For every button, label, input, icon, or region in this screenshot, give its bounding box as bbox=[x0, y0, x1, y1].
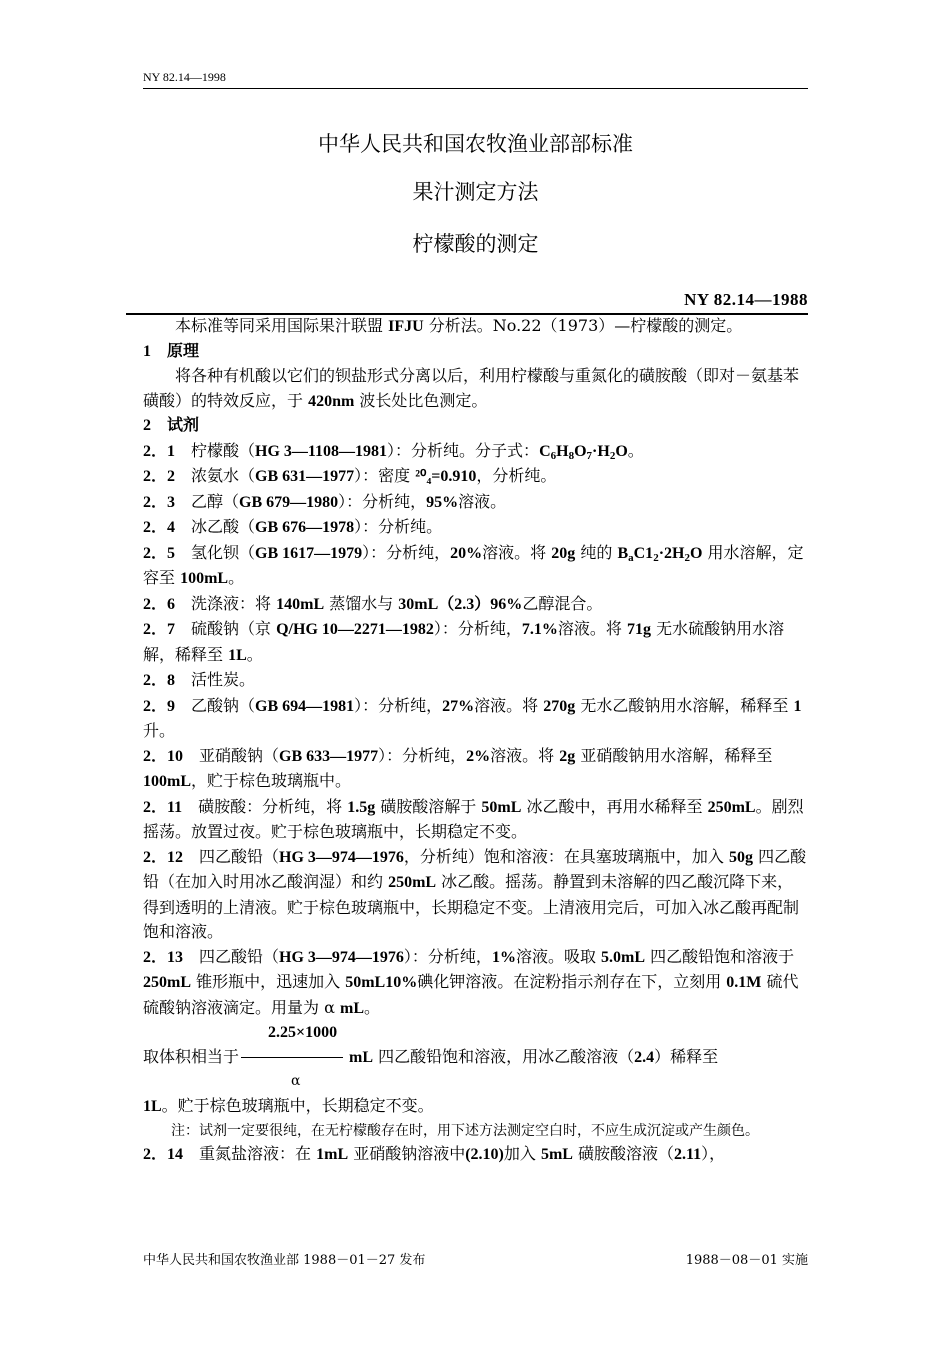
item-2-2: 2．2 浓氨水（GB 631—1977）：密度 ²⁰₄=0.910，分析纯。 bbox=[143, 466, 557, 485]
document-body bbox=[143, 314, 808, 1167]
item-2-7: 2．7 硫酸钠（京 Q/HG 10—2271—1982）：分析纯，7.1%溶液。将 71g 无水硫酸钠用水溶解，稀释至 1L。 bbox=[143, 619, 785, 664]
footer-issued: 中华人民共和国农牧渔业部 1988－01－27 发布 bbox=[143, 1253, 426, 1268]
item-2-5: 2．5 氢化钡（GB 1617—1979）：分析纯，20%溶液。将 20g 纯的 $B_aC1_2\cdot 2H_2O$ 用水溶解，定容至 100mL。 bbox=[143, 542, 804, 587]
item-2-6: 2．6 洗涤液：将 140mL 蒸馏水与 30mL（2.3）96%乙醇混合。 bbox=[143, 593, 603, 613]
formula-line: 取体积相当于 mL 四乙酸铅饱和溶液，用冰乙酸溶液（2.4）稀释至 bbox=[143, 1047, 719, 1066]
item-2-8: 2．8 活性炭。 bbox=[143, 670, 256, 689]
title-issuer: 中华人民共和国农牧渔业部部标准 bbox=[318, 132, 633, 156]
reagent-note: 注：试剂一定要很纯，在无柠檬酸存在时，用下述方法测定空白时，不应生成沉淀或产生颜色。 bbox=[171, 1122, 759, 1139]
footer-effective: 1988－08－01 实施 bbox=[685, 1253, 808, 1268]
item-2-9: 2．9 乙酸钠（GB 694—1981）：分析纯，27%溶液。将 270g 无水乙酸钠用水溶解，稀释至 1 升。 bbox=[143, 695, 802, 740]
item-2-11: 2．11 磺胺酸：分析纯，将 1.5g 磺胺酸溶解于 50mL 冰乙酸中，再用水稀释至 250mL。剧烈摇荡。放置过夜。贮于棕色玻璃瓶中，长期稳定不变。 bbox=[143, 796, 804, 841]
title-main: 果汁测定方法 bbox=[412, 180, 539, 204]
running-header: NY 82.14—1998 bbox=[143, 70, 226, 84]
intro-paragraph: 本标准等同采用国际果汁联盟 IFJU 分析法。No.22（1973）—柠檬酸的测定。 bbox=[175, 316, 743, 335]
title-sub: 柠檬酸的测定 bbox=[412, 232, 539, 256]
item-2-4: 2．4 冰乙酸（GB 676—1978）：分析纯。 bbox=[143, 517, 443, 536]
fraction-bar bbox=[241, 1057, 343, 1058]
section-2-heading: 2 试剂 bbox=[143, 417, 200, 434]
item-2-10: 2．10 亚硝酸钠（GB 633—1977）：分析纯，2%溶液。将 2g 亚硝酸钠用水溶解，稀释至 100mL，贮于棕色玻璃瓶中。 bbox=[143, 745, 773, 790]
section-1-heading: 1 原理 bbox=[143, 342, 200, 360]
item-2-14: 2．14 重氮盐溶液：在 1mL 亚硝酸钠溶液中(2.10)加入 5mL 磺胺酸溶液（2.11）， bbox=[143, 1143, 726, 1163]
formula-numerator: 2.25×1000 bbox=[268, 1024, 338, 1041]
formula-denominator: α bbox=[291, 1073, 301, 1089]
item-2-13: 2．13 四乙酸铅（HG 3—974—1976）：分析纯，1%溶液。吸取 5.0mL 四乙酸铅饱和溶液于 250mL 锥形瓶中，迅速加入 50mL10%碘化钾溶液。在淀粉指示剂存在下，立刻用 0.1M 硫代硫酸钠溶液滴定。用量为 α mL。 bbox=[143, 946, 799, 1017]
item-2-13-cont: 1L。贮于棕色玻璃瓶中，长期稳定不变。 bbox=[143, 1096, 434, 1115]
item-2-1: 2．1 柠檬酸（HG 3—1108—1981）：分析纯。分子式：$C_6H_8O_7\cdot H_2O$。 bbox=[143, 440, 644, 462]
item-2-3: 2．3 乙醇（GB 679—1980）：分析纯，95%溶液。 bbox=[143, 491, 507, 511]
item-2-12: 2．12 四乙酸铅（HG 3—974—1976，分析纯）饱和溶液：在具塞玻璃瓶中，加入 50g 四乙酸铅（在加入时用冰乙酸润湿）和约 250mL 冰乙酸。摇荡。静置到未溶解的四乙酸沉降下来，得到透明的上清液。贮于棕色玻璃瓶中，长期稳定不变。上清液用完后，可加入冰乙酸再配制饱和溶液。 bbox=[143, 846, 807, 941]
header-rule bbox=[143, 88, 808, 89]
section-1-text: 将各种有机酸以它们的钡盐形式分离以后，利用柠檬酸与重氮化的磺胺酸（即对－氨基苯磺酸）的特效反应，于 420nm 波长处比色测定。 bbox=[143, 366, 800, 410]
standard-number: NY 82.14—1988 bbox=[684, 290, 808, 309]
volume-formula bbox=[143, 1021, 808, 1094]
